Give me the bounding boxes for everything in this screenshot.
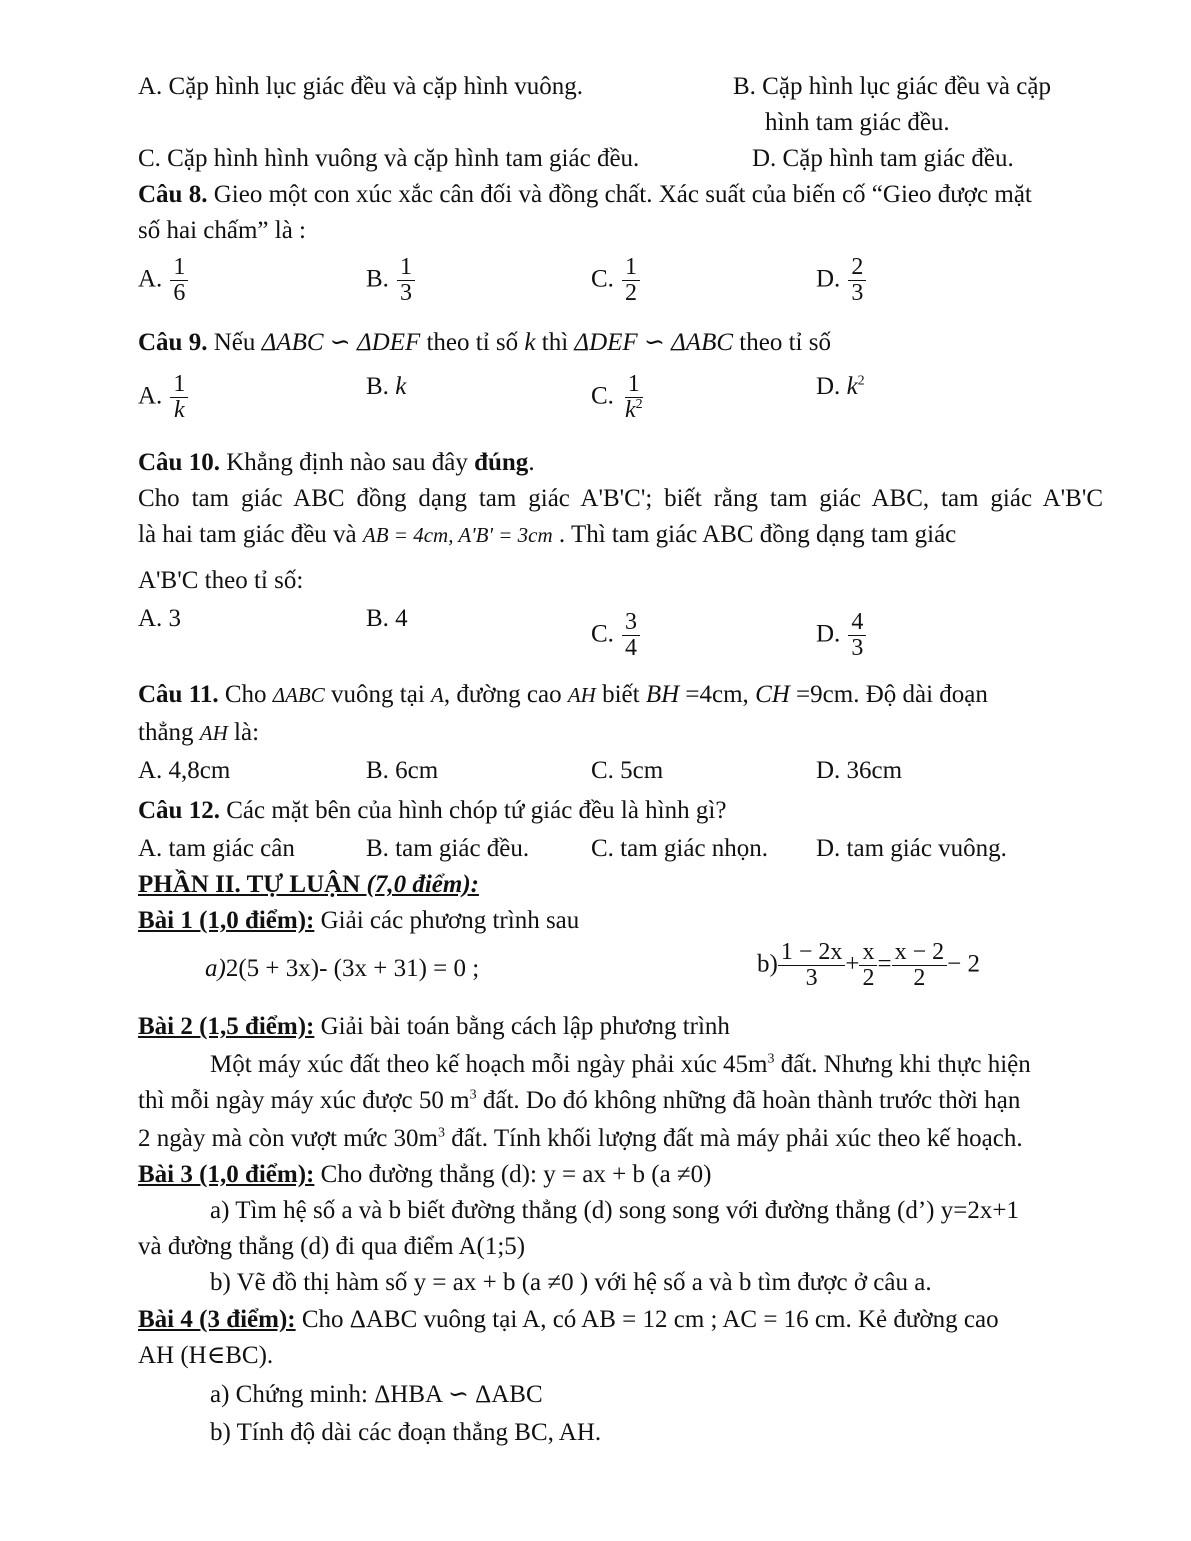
q9-label: Câu 9. xyxy=(138,329,208,356)
q9-question xyxy=(138,328,831,358)
part2-title: PHẦN II. TỰ LUẬN xyxy=(138,871,367,898)
q10-option-b: B. 4 xyxy=(366,605,408,632)
math: AH xyxy=(567,683,596,707)
bai4-part-a: a) Chứng minh: ΔHBA ∽ ΔABC xyxy=(210,1381,543,1408)
denominator: 3 xyxy=(805,965,818,992)
q12-label: Câu 12. xyxy=(138,797,220,824)
text: là: xyxy=(227,719,260,746)
exponent: 3 xyxy=(438,1125,445,1141)
bai1-equation-a xyxy=(205,954,479,984)
option-letter: D. xyxy=(816,373,841,400)
numerator: 1 xyxy=(622,255,640,281)
exponent: 2 xyxy=(635,397,643,413)
exponent: 3 xyxy=(469,1087,477,1103)
fraction xyxy=(397,255,415,306)
q7-option-d: D. Cặp hình tam giác đều. xyxy=(752,145,1014,172)
q8-option-a xyxy=(138,255,188,306)
fraction xyxy=(622,255,640,306)
emphasis: đúng xyxy=(474,449,529,476)
bai2-line2 xyxy=(138,1086,1020,1116)
math: AH xyxy=(199,721,228,745)
fraction xyxy=(622,372,646,423)
fraction xyxy=(778,940,846,991)
bai2-line1 xyxy=(210,1050,1031,1080)
bai4-part-b: b) Tính độ dài các đoạn thẳng BC, AH. xyxy=(210,1419,602,1446)
text: Giải các phương trình sau xyxy=(314,907,580,934)
math-lengths: AB = 4cm, A'B' = 3cm xyxy=(362,523,553,547)
q7-option-b: B. Cặp hình lục giác đều và cặp xyxy=(733,73,1051,100)
math-similarity: ΔDEF ∽ ΔABC xyxy=(574,329,734,356)
numerator: 1 xyxy=(397,255,415,281)
q11-option-c: C. 5cm xyxy=(591,757,664,784)
text: Cho xyxy=(218,681,273,708)
operator: − 2 xyxy=(947,950,980,978)
denominator: 2 xyxy=(913,965,926,992)
text: Khẳng định nào sau đây xyxy=(219,449,475,476)
text: =9cm. Độ dài đoạn xyxy=(789,681,988,708)
option-letter: D. xyxy=(816,265,841,293)
text: biết xyxy=(595,681,646,708)
bai2-line3 xyxy=(138,1124,1023,1154)
text: thì mỗi ngày máy xúc được 50 m xyxy=(138,1087,470,1114)
exponent: 2 xyxy=(857,373,865,389)
numerator: 2 xyxy=(848,255,866,281)
q12-option-d: D. tam giác vuông. xyxy=(816,835,1007,862)
q12-question xyxy=(138,796,726,826)
q11-option-a: A. 4,8cm xyxy=(138,757,231,784)
option-letter: D. xyxy=(816,620,841,648)
text: Cho đường thẳng (d): y = ax + b (a ≠0) xyxy=(314,1161,712,1188)
q11-label: Câu 11. xyxy=(138,681,219,708)
q12-option-a: A. tam giác cân xyxy=(138,835,295,862)
part2-heading xyxy=(138,870,479,900)
part-label: a) xyxy=(205,955,226,982)
math-k: k xyxy=(524,329,536,356)
fraction xyxy=(848,255,866,306)
fraction xyxy=(859,940,877,991)
bai4-heading xyxy=(138,1305,999,1335)
fraction xyxy=(848,610,866,661)
operator: + xyxy=(845,950,860,978)
text: . Thì tam giác ABC đồng dạng tam giác xyxy=(552,521,957,548)
option-letter: C. xyxy=(591,620,614,648)
bai1-label: Bài 1 (1,0 điểm): xyxy=(138,907,315,934)
fraction xyxy=(170,372,188,423)
denominator: 2 xyxy=(624,280,637,307)
q7-option-b-cont: hình tam giác đều. xyxy=(765,109,950,136)
bai3-part-b: b) Vẽ đồ thị hàm số y = ax + b (a ≠0 ) với hệ số a và b tìm được ở câu a. xyxy=(210,1269,932,1296)
q10-line2: Cho tam giác ABC đồng dạng tam giác A'B'C'; biết rằng tam giác ABC, tam giác A'B'C xyxy=(138,485,1103,512)
bai3-label: Bài 3 (1,0 điểm): xyxy=(138,1161,315,1188)
q7-option-a: A. Cặp hình lục giác đều và cặp hình vuông. xyxy=(138,73,584,100)
q8-label: Câu 8. xyxy=(138,181,208,208)
math: A xyxy=(431,683,444,707)
q8-text: Gieo một con xúc xắc cân đối và đồng chất. Xác suất của biến cố “Gieo được mặt xyxy=(207,181,1032,208)
text: =4cm, xyxy=(679,681,756,708)
text: thì xyxy=(535,329,575,356)
numerator: 3 xyxy=(622,610,640,636)
text: Giải bài toán bằng cách lập phương trình xyxy=(314,1013,730,1040)
option-letter: A. xyxy=(138,382,163,410)
text: đất. Tính khối lượng đất mà máy phải xúc theo kế hoạch. xyxy=(445,1125,1023,1152)
q11-option-b: B. 6cm xyxy=(366,757,439,784)
q12-option-b: B. tam giác đều. xyxy=(366,835,530,862)
option-letter: B. xyxy=(366,373,389,400)
numerator: 1 xyxy=(170,255,188,281)
bai3-part-a: a) Tìm hệ số a và b biết đường thẳng (d) song song với đường thẳng (d’) y=2x+1 xyxy=(210,1197,1019,1224)
fraction xyxy=(170,255,188,306)
fraction xyxy=(622,610,640,661)
bai1-equation-b xyxy=(757,940,980,991)
numerator: 1 − 2x xyxy=(778,940,846,966)
denominator: 6 xyxy=(173,280,186,307)
text: đất. Nhưng khi thực hiện xyxy=(774,1051,1031,1078)
bai1-heading xyxy=(138,906,579,936)
q12-option-c: C. tam giác nhọn. xyxy=(591,835,769,862)
q10-line4: A'B'C theo tỉ số: xyxy=(138,567,304,594)
text: Cho ΔABC vuông tại A, có AB = 12 cm ; AC = 16 cm. Kẻ đường cao xyxy=(295,1306,999,1333)
q9-option-a xyxy=(138,372,188,423)
bai4-label: Bài 4 (3 điểm): xyxy=(138,1306,296,1333)
numerator: x − 2 xyxy=(892,940,948,966)
text: theo tỉ số xyxy=(733,329,831,356)
text: thẳng xyxy=(138,719,200,746)
q10-question xyxy=(138,448,535,478)
q8-question-cont: số hai chấm” là : xyxy=(138,217,306,244)
numerator: x xyxy=(859,940,877,966)
text: Một máy xúc đất theo kế hoạch mỗi ngày phải xúc 45m xyxy=(210,1051,768,1078)
q10-option-a: A. 3 xyxy=(138,605,182,632)
bai2-heading xyxy=(138,1012,730,1042)
option-value: k xyxy=(395,373,407,400)
q11-line2 xyxy=(138,718,259,748)
q9-option-c xyxy=(591,372,646,423)
q9-option-b xyxy=(366,372,406,402)
denominator: 4 xyxy=(624,635,637,662)
text: đất. Do đó không những đã hoàn thành trước thời hạn xyxy=(476,1087,1021,1114)
q10-line3 xyxy=(138,520,956,550)
q7-option-c: C. Cặp hình hình vuông và cặp hình tam giác đều. xyxy=(138,145,640,172)
numerator: 1 xyxy=(170,372,188,398)
part2-points: (7,0 điểm): xyxy=(366,871,479,898)
denominator: 3 xyxy=(399,280,412,307)
option-letter: A. xyxy=(138,265,163,293)
bai2-label: Bài 2 (1,5 điểm): xyxy=(138,1013,315,1040)
numerator: 4 xyxy=(848,610,866,636)
numerator: 1 xyxy=(625,372,643,398)
q9-option-d xyxy=(816,372,865,402)
math: ΔABC xyxy=(272,683,325,707)
denominator: k xyxy=(173,397,185,424)
q11-option-d: D. 36cm xyxy=(816,757,903,784)
denominator: 3 xyxy=(851,635,864,662)
denominator: 2 xyxy=(862,965,875,992)
text: , đường cao xyxy=(443,681,568,708)
q8-option-d xyxy=(816,255,866,306)
q10-label: Câu 10. xyxy=(138,449,220,476)
q8-question xyxy=(138,180,1032,210)
equation: 2(5 + 3x)- (3x + 31) = 0 ; xyxy=(225,955,480,982)
denominator: 3 xyxy=(851,280,864,307)
text: Nếu xyxy=(207,329,262,356)
option-letter: B. xyxy=(366,265,389,293)
text: theo tỉ số xyxy=(420,329,525,356)
bai3-heading xyxy=(138,1160,711,1190)
bai4-line2: AH (H∈BC). xyxy=(138,1342,274,1369)
q10-option-c xyxy=(591,610,640,661)
fraction xyxy=(892,940,948,991)
text: vuông tại xyxy=(324,681,432,708)
option-value: k xyxy=(846,373,858,400)
text: là hai tam giác đều và xyxy=(138,521,363,548)
q10-option-d xyxy=(816,610,866,661)
text: . xyxy=(528,449,535,476)
option-letter: C. xyxy=(591,382,614,410)
operator: = xyxy=(877,950,892,978)
math: BH xyxy=(645,681,680,708)
bai3-part-a-cont: và đường thẳng (d) đi qua điểm A(1;5) xyxy=(138,1233,526,1260)
text: 2 ngày mà còn vượt mức 30m xyxy=(138,1125,438,1152)
math-similarity: ΔABC ∽ ΔDEF xyxy=(261,329,421,356)
exponent: 3 xyxy=(767,1051,775,1067)
text: Các mặt bên của hình chóp tứ giác đều là hình gì? xyxy=(219,797,727,824)
q8-option-b xyxy=(366,255,415,306)
q11-question xyxy=(138,680,988,710)
part-label: b) xyxy=(757,950,778,978)
q8-option-c xyxy=(591,255,640,306)
denominator: k xyxy=(624,397,636,424)
option-letter: C. xyxy=(591,265,614,293)
math: CH xyxy=(755,681,790,708)
